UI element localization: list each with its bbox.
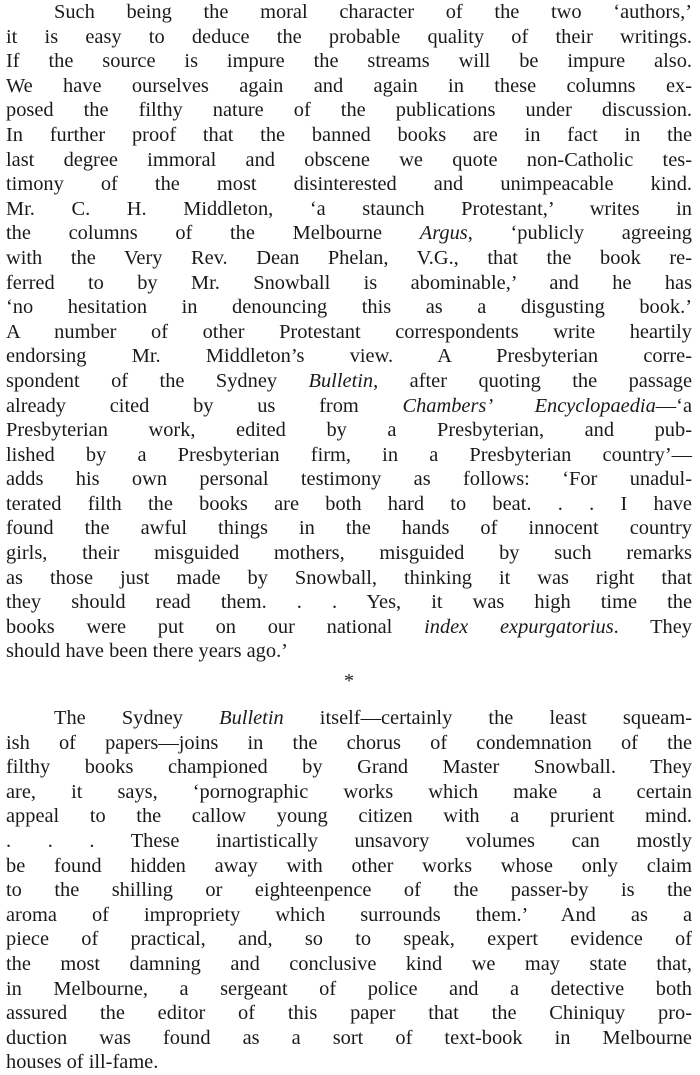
section-separator: * (344, 670, 354, 693)
text-line: In further proof that the banned books are in fact in the (6, 123, 692, 146)
text-line: If the source is impure the streams will be impure also. (6, 50, 692, 73)
text-line: the most damning and conclusive kind we may state that, (6, 952, 692, 975)
text-line: are, it says, ‘pornographic works which make a certain (6, 780, 692, 803)
text-line: the columns of the Melbourne Argus, ‘publicly agreeing (6, 222, 692, 245)
paragraph-2 (6, 706, 692, 1075)
text-line: girls, their misguided mothers, misguided by such remarks (6, 542, 692, 565)
text-line: appeal to the callow young citizen with a prurient mind. (6, 805, 692, 828)
text-line: lished by a Presbyterian firm, in a Presbyterian country’— (6, 443, 692, 466)
text-line: . . . These inartistically unsavory volumes can mostly (6, 830, 692, 852)
text-line: piece of practical, and, so to speak, expert evidence of (6, 928, 692, 951)
text-line: ‘no hesitation in denouncing this as a disgusting book.’ (6, 296, 692, 319)
text-line: as those just made by Snowball, thinking it was right that (6, 566, 692, 589)
text-line: ferred to by Mr. Snowball is abominable,’ and he has (6, 271, 692, 294)
text-line: it is easy to deduce the probable quality of their writings. (6, 25, 692, 48)
text-line: adds his own personal testimony as follows: ‘For unadul- (6, 468, 692, 491)
text-line: aroma of impropriety which surrounds them.’ And as a (6, 903, 692, 926)
text-line: We have ourselves again and again in these columns ex- (6, 74, 692, 97)
text-line: Presbyterian work, edited by a Presbyterian, and pub- (6, 419, 692, 442)
text-line: endorsing Mr. Middleton’s view. A Presbyterian corre- (6, 345, 692, 368)
text-line: with the Very Rev. Dean Phelan, V.G., that the book re- (6, 246, 692, 269)
paragraph-1 (6, 0, 692, 664)
text-line: books were put on our national index expurgatorius. They (6, 615, 692, 638)
spacer (6, 696, 692, 706)
text-line: The Sydney Bulletin itself—certainly the least squeam- (54, 707, 693, 730)
text-line: terated filth the books are both hard to beat. . . I have (6, 492, 692, 515)
text-line: they should read them. . . Yes, it was high time the (6, 591, 692, 614)
text-line: duction was found as a sort of text-book in Melbourne (6, 1026, 692, 1049)
text-line: A number of other Protestant correspondents write heartily (6, 320, 692, 343)
text-line: already cited by us from Chambers’ Encyclopaedia—‘a (6, 394, 692, 417)
text-line: to the shilling or eighteenpence of the passer-by is the (6, 879, 692, 902)
text-line: in Melbourne, a sergeant of police and a detective both (6, 977, 692, 1000)
text-line: Mr. C. H. Middleton, ‘a staunch Protestant,’ writes in (6, 197, 692, 220)
text-line: spondent of the Sydney Bulletin, after quoting the passage (6, 369, 692, 392)
text-line: should have been there years ago.’ (6, 640, 288, 663)
text-line: ish of papers—joins in the chorus of condemnation of the (6, 731, 692, 754)
text-line: posed the filthy nature of the publications under discussion. (6, 99, 692, 122)
text-line: found the awful things in the hands of innocent country (6, 517, 692, 540)
text-line: timony of the most disinterested and unimpeacable kind. (6, 173, 692, 196)
text-line: Such being the moral character of the two ‘authors,’ (54, 1, 692, 23)
text-line: assured the editor of this paper that the Chiniquy pro- (6, 1002, 692, 1025)
text-line: houses of ill-fame. (6, 1051, 159, 1074)
text-line: last degree immoral and obscene we quote non-Catholic tes- (6, 148, 692, 171)
text-line: filthy books championed by Grand Master Snowball. They (6, 756, 692, 779)
text-line: be found hidden away with other works whose only claim (6, 854, 692, 877)
article-page (6, 0, 692, 1075)
